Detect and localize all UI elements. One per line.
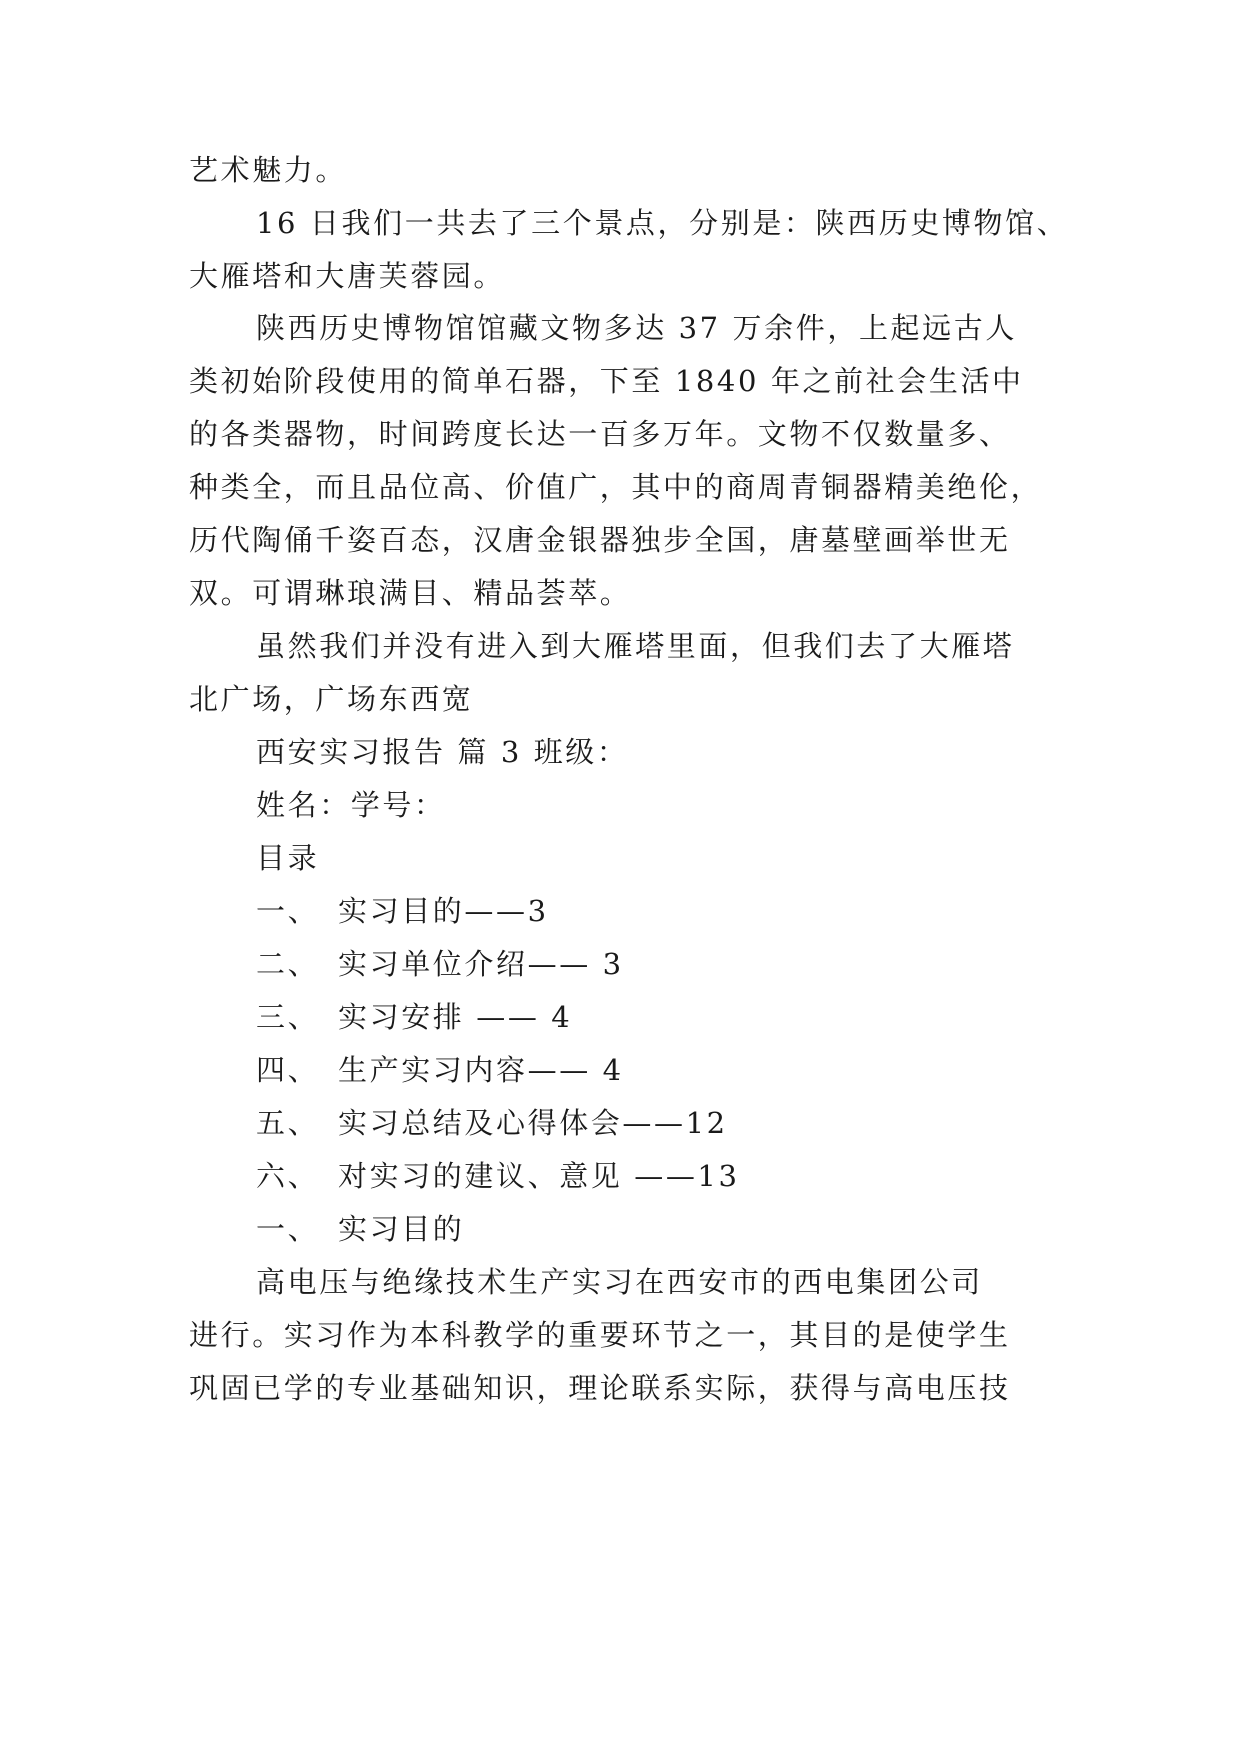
toc-item [256, 944, 624, 984]
toc-item-text: 生产实习内容—— 4 [338, 1053, 624, 1087]
toc-item-number: 五、 [256, 1106, 320, 1140]
toc-item-text: 实习总结及心得体会——12 [338, 1106, 728, 1140]
toc-item [256, 891, 549, 931]
toc-item-number: 一、 [256, 894, 320, 928]
text-line: 双。可谓琳琅满目、精品荟萃。 [189, 576, 632, 610]
text-line: 种类全，而且品位高、价值广，其中的商周青铜器精美绝伦， [189, 470, 1043, 504]
toc-title: 目录 [256, 841, 320, 875]
text-line: 大雁塔和大唐芙蓉园。 [189, 259, 506, 293]
text-line: 16 日我们一共去了三个景点，分别是：陕西历史博物馆、 [256, 206, 1069, 240]
text-line: 类初始阶段使用的简单石器，下至 1840 年之前社会生活中 [189, 364, 1024, 398]
report-heading: 西安实习报告 篇 3 班级： [256, 735, 629, 769]
text-line: 北广场，广场东西宽 [189, 682, 474, 716]
text-line: 陕西历史博物馆馆藏文物多达 37 万余件，上起远古人 [256, 311, 1017, 345]
section-number: 一、 [256, 1212, 320, 1246]
text-line: 艺术魅力。 [189, 153, 348, 187]
text-line: 虽然我们并没有进入到大雁塔里面，但我们去了大雁塔 [256, 629, 1015, 663]
toc-item-number: 六、 [256, 1159, 320, 1193]
toc-item [256, 1103, 728, 1143]
text-line: 历代陶俑千姿百态，汉唐金银器独步全国，唐墓壁画举世无 [189, 523, 1011, 557]
toc-item-text: 实习目的——3 [338, 894, 549, 928]
text-line: 的各类器物，时间跨度长达一百多万年。文物不仅数量多、 [189, 417, 1011, 451]
toc-item-number: 三、 [256, 1000, 320, 1034]
toc-item [256, 997, 572, 1037]
body-line: 进行。实习作为本科教学的重要环节之一，其目的是使学生 [189, 1318, 1011, 1352]
toc-item-number: 四、 [256, 1053, 320, 1087]
toc-item [256, 1156, 740, 1196]
name-id-line: 姓名：学号： [256, 788, 446, 822]
section-title: 实习目的 [338, 1212, 465, 1246]
body-line: 巩固已学的专业基础知识，理论联系实际，获得与高电压技 [189, 1371, 1011, 1405]
toc-item-text: 实习单位介绍—— 3 [338, 947, 624, 981]
toc-item-number: 二、 [256, 947, 320, 981]
section-heading [256, 1209, 464, 1249]
toc-item [256, 1050, 624, 1090]
toc-item-text: 对实习的建议、意见 ——13 [338, 1159, 740, 1193]
toc-item-text: 实习安排 —— 4 [338, 1000, 573, 1034]
body-line: 高电压与绝缘技术生产实习在西安市的西电集团公司 [256, 1265, 983, 1299]
